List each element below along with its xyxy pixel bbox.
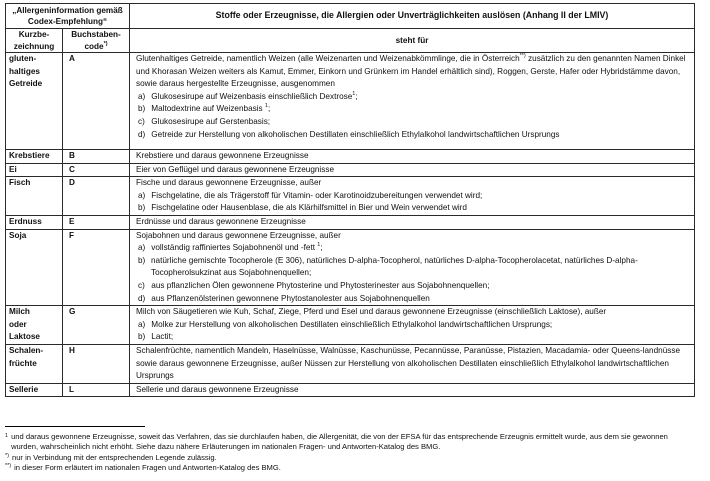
footnote-mark: *) <box>103 40 108 47</box>
footnote-mark: **) <box>519 53 526 59</box>
allergen-name: Erdnuss <box>6 215 63 229</box>
col-header-desc: steht für <box>130 29 695 53</box>
allergen-name: Fisch <box>6 177 63 216</box>
allergen-code: E <box>63 215 130 229</box>
allergen-description: Krebstiere und daraus gewonnene Erzeugnisse <box>130 150 695 164</box>
exception-item: b) natürliche gemischte Tocopherole (E 306), natürliches D-alpha-Tocopherol, natürliches D-alpha-Tocopherolacetat, natürliches D-alpha-Tocopherolsukzinat aus Sojabohnenquellen; <box>138 255 638 278</box>
allergen-name: Ei <box>6 163 63 177</box>
table-row <box>6 163 695 177</box>
allergen-name: Schalen- früchte <box>6 344 63 383</box>
allergen-name: Milch oder Laktose <box>6 306 63 345</box>
exception-item: d) Getreide zur Herstellung von alkoholischen Destillaten einschließlich Ethylalkohol landwirtschaftlichen Ursprungs <box>138 129 560 139</box>
allergen-description: Sellerie und daraus gewonnene Erzeugnisse <box>130 383 695 397</box>
footnotes <box>5 426 695 473</box>
col-header-short <box>6 29 63 53</box>
allergen-name: Soja <box>6 229 63 306</box>
col-header-code <box>63 29 130 53</box>
table-row <box>6 150 695 164</box>
allergen-name: gluten- haltiges Getreide <box>6 53 63 150</box>
exception-item: c) Glukosesirupe auf Gerstenbasis; <box>138 116 271 126</box>
allergen-code: D <box>63 177 130 216</box>
table-row <box>6 306 695 345</box>
main-title: Stoffe oder Erzeugnisse, die Allergien oder Unverträglichkeiten auslösen (Anhang II der LMIV) <box>130 4 695 29</box>
exception-item: a) Molke zur Herstellung von alkoholischen Destillaten einschließlich Ethylalkohol landwirtschaftlichen Ursprungs; <box>138 319 553 329</box>
allergen-code: B <box>63 150 130 164</box>
footnote-double-star: **) in dieser Form erläutert im nationalen Fragen und Antworten-Katalog des BMG. <box>5 463 281 473</box>
header-row-2 <box>6 29 695 53</box>
col-header-code-line1: Buchstaben- <box>71 30 121 39</box>
col-header-short-line1: Kurzbe- <box>18 30 50 39</box>
table-row <box>6 344 695 383</box>
table-row <box>6 229 695 306</box>
footnote-star: *) nur in Verbindung mit der entsprechenden Legende zulässig. <box>5 452 217 462</box>
footnote-1: 1 und daraus gewonnene Erzeugnisse, soweit das Verfahren, das sie durchlaufen haben, die Allergenität, die von der EFSA für das entsprechende Erzeugnis ermittelt wurde, aus dem sie gewonnen wurden, wahrscheinlich nicht erhöht. Siehe dazu nähere Erläuterungen im nationalen Fragen- und Antworten-Katalog des BMG. <box>5 432 668 451</box>
allergen-description: Glutenhaltiges Getreide, namentlich Weizen (alle Weizenarten und Weizenabkömmlinge, die in Österreich**) zusätzlich zu den genannten Namen Dinkel und Khorasan Weizen weiters als Kamut, Emmer, Einkorn und Grünkern im Handel erhältlich sind), Roggen, Gerste, Hafer oder Hybridstämme davon, sowie daraus hergestellte Erzeugnisse, ausgenommen a) Glukosesirupe auf Weizenbasis einschließlich Dextrose$^1$; b) Maltodextrine auf Weizenbasis $^1$; c) Glukosesirupe auf Gerstenbasis; d) Getreide zur Herstellung von alkoholischen Destillaten einschließlich Ethylalkohol landwirtschaftlichen Ursprungs <box>130 53 695 150</box>
allergen-description: Schalenfrüchte, namentlich Mandeln, Haselnüsse, Walnüsse, Kaschunüsse, Pecannüsse, Paranüsse, Pistazien, Macadamia- oder Queens-landnüsse sowie daraus gewonnene Erzeugnisse, außer Nüssen zur Herstellung von alkoholischen Destillaten einschließlich Ethylalkohol landwirtschaftlichen Ursprungs <box>130 344 695 383</box>
table-row <box>6 215 695 229</box>
allergen-code: G <box>63 306 130 345</box>
allergen-code: H <box>63 344 130 383</box>
allergen-name: Sellerie <box>6 383 63 397</box>
allergen-description: Milch von Säugetieren wie Kuh, Schaf, Ziege, Pferd und Esel und daraus gewonnene Erzeugnisse (einschließlich Laktose), außer a) Molke zur Herstellung von alkoholischen Destillaten einschließlich Ethylalkohol landwirtschaftlichen Ursprungs; b) Lactit; <box>130 306 695 345</box>
allergen-code: A <box>63 53 130 150</box>
exception-item: b) Lactit; <box>138 332 174 342</box>
col-header-code-line2: code <box>84 41 104 51</box>
allergen-name: Krebstiere <box>6 150 63 164</box>
header-row-1 <box>6 4 695 29</box>
allergen-description: Fische und daraus gewonnene Erzeugnisse, außer a) Fischgelatine, die als Trägerstoff für Vitamin- oder Karotinoidzubereitungen verwendet wird; b) Fischgelatine oder Hausenblase, die als Klärhilfsmittel in Bier und Wein verwendet wird <box>130 177 695 216</box>
allergen-description: Eier von Geflügel und daraus gewonnene Erzeugnisse <box>130 163 695 177</box>
col-header-short-line2: zeichnung <box>13 41 55 51</box>
exception-item: b) Maltodextrine auf Weizenbasis $^1$; <box>138 103 271 114</box>
allergen-code: L <box>63 383 130 397</box>
allergen-code: C <box>63 163 130 177</box>
table-row <box>6 53 695 150</box>
footnote-separator <box>5 426 145 427</box>
exception-item: b) Fischgelatine oder Hausenblase, die als Klärhilfsmittel in Bier und Wein verwendet wird <box>138 203 467 213</box>
group-title: „Allergeninformation gemäß Codex-Empfehlung“ <box>6 4 130 29</box>
exception-item: a) Fischgelatine, die als Trägerstoff für Vitamin- oder Karotinoidzubereitungen verwendet wird; <box>138 190 483 200</box>
exception-item: a) vollständig raffiniertes Sojabohnenöl und -fett $^1$; <box>138 242 323 253</box>
table-row <box>6 177 695 216</box>
allergen-description: Erdnüsse und daraus gewonnene Erzeugnisse <box>130 215 695 229</box>
allergen-code: F <box>63 229 130 306</box>
table-row <box>6 383 695 397</box>
allergen-table <box>5 3 695 397</box>
exception-item: c) aus pflanzlichen Ölen gewonnene Phytosterine und Phytosterinester aus Sojabohnenquellen; <box>138 280 490 290</box>
allergen-description: Sojabohnen und daraus gewonnene Erzeugnisse, außer a) vollständig raffiniertes Sojabohnenöl und -fett $^1$; b) natürliche gemischte Tocopherole (E 306), natürliches D-alpha-Tocopherol, natürliches D-alpha-Tocopherolacetat, natürliches D-alpha-Tocopherolsukzinat aus Sojabohnenquellen; c) aus pflanzlichen Ölen gewonnene Phytosterine und Phytosterinester aus Sojabohnenquellen; d) aus Pflanzenölsterinen gewonnene Phytostanolester aus Sojabohnenquellen <box>130 229 695 306</box>
exception-item: d) aus Pflanzenölsterinen gewonnene Phytostanolester aus Sojabohnenquellen <box>138 293 430 303</box>
exception-item: a) Glukosesirupe auf Weizenbasis einschließlich Dextrose$^1$; <box>138 90 358 101</box>
